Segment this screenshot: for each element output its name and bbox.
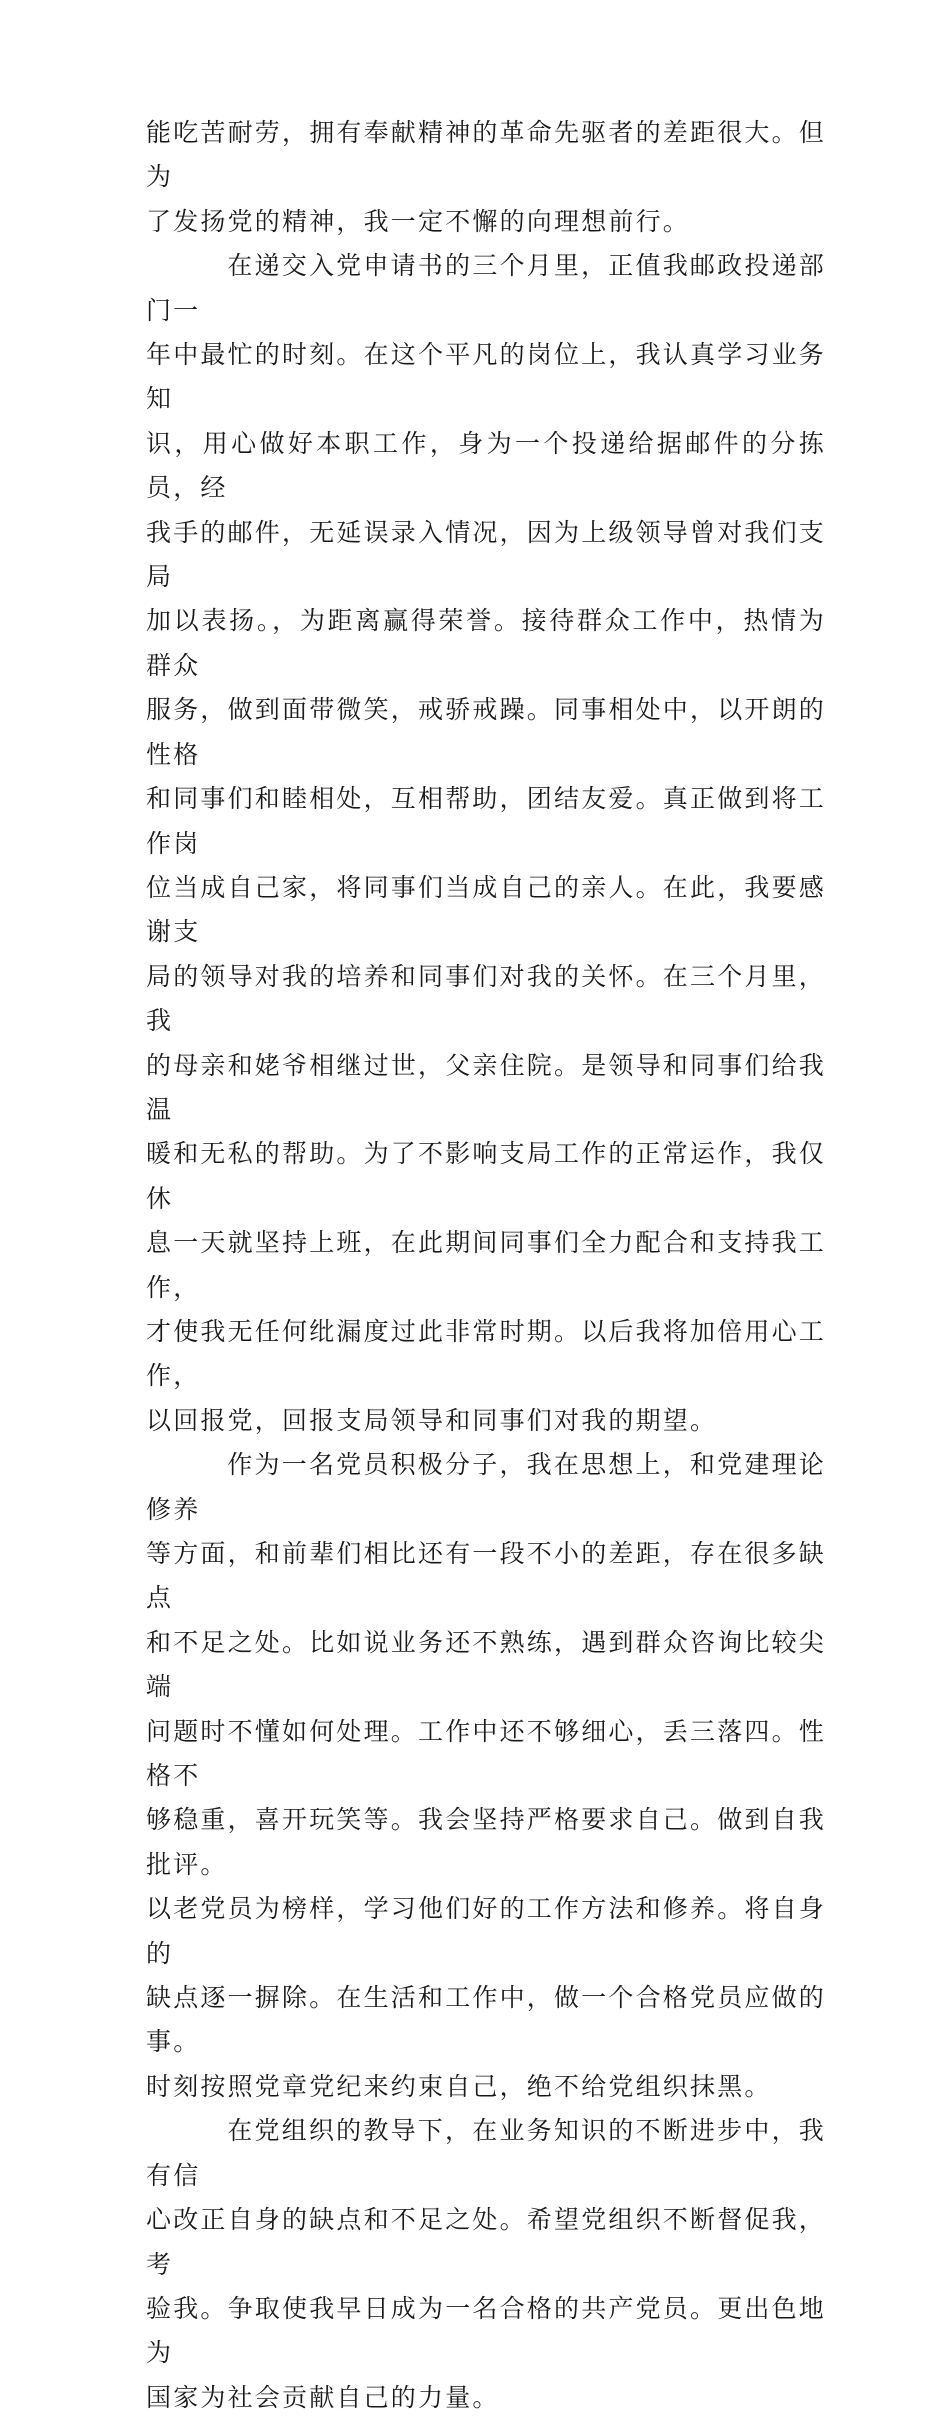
paragraph-3: 作为一名党员积极分子，我在思想上，和党建理论修养 等方面，和前辈们相比还有一段不小的差距，存在很多缺点 和不足之处。比如说业务还不熟练，遇到群众咨询比较尖端 问题时不懂如何处理。工作中还不够细心，丢三落四。性格不 够稳重，喜开玩笑等。我会坚持严格要求自己。做到自我批评。 以老党员为榜样，学习他们好的工作方法和修养。将自身的 缺点逐一摒除。在生活和工作中，做一个合格党员应做的事。 时刻按照党章党纪来约束自己，绝不给党组织抹黑。 bbox=[146, 1450, 827, 2101]
paragraph-2: 在递交入党申请书的三个月里，正值我邮政投递部门一 年中最忙的时刻。在这个平凡的岗位上，我认真学习业务知 识，用心做好本职工作，身为一个投递给据邮件的分拣员，经 我手的邮件，无延误录入情况，因为上级领导曾对我们支局 加以表扬。，为距离赢得荣誉。接待群众工作中，热情为群众 服务，做到面带微笑，戒骄戒躁。同事相处中，以开朗的性格 和同事们和睦相处，互相帮助，团结友爱。真正做到将工作岗 位当成自己家，将同事们当成自己的亲人。在此，我要感谢支 局的领导对我的培养和同事们对我的关怀。在三个月里，我 的母亲和姥爷相继过世，父亲住院。是领导和同事们给我温 暖和无私的帮助。为了不影响支局工作的正常运作，我仅休 息一天就坚持上班，在此期间同事们全力配合和支持我工作， 才使我无任何纰漏度过此非常时期。以后我将加倍用心工作， 以回报党，回报支局领导和同事们对我的期望。 bbox=[146, 251, 827, 1435]
document-body bbox=[146, 111, 826, 2420]
paragraph-1: 能吃苦耐劳，拥有奉献精神的革命先驱者的差距很大。但为 了发扬党的精神，我一定不懈的向理想前行。 bbox=[146, 118, 827, 236]
paragraph-4: 在党组织的教导下，在业务知识的不断进步中，我有信 心改正自身的缺点和不足之处。希望党组织不断督促我，考 验我。争取使我早日成为一名合格的共产党员。更出色地为 国家为社会贡献自己的力量。 bbox=[146, 2116, 827, 2412]
